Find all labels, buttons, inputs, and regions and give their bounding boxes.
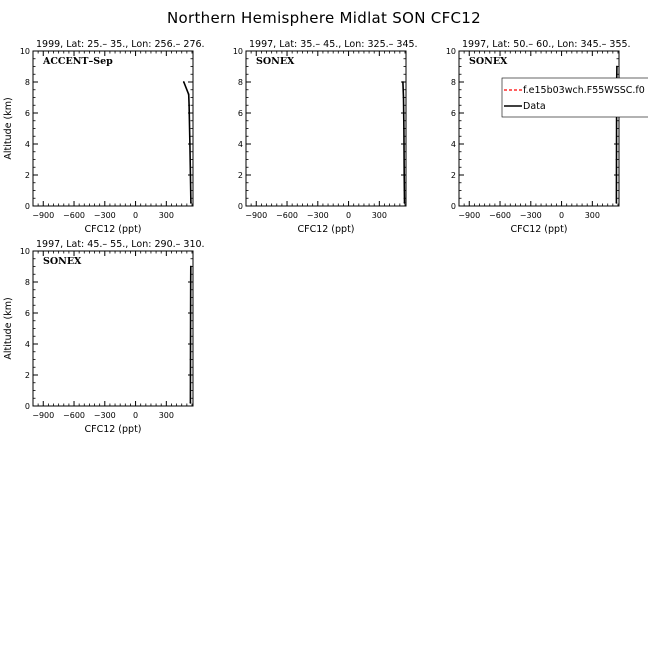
x-tick-label: −600 <box>63 411 86 420</box>
y-tick-label: 10 <box>232 47 243 56</box>
legend-data-label: Data <box>523 101 546 112</box>
x-tick-label: −900 <box>32 211 55 220</box>
x-tick-label: 300 <box>371 211 387 220</box>
panel-subtitle: 1999, Lat: 25.– 35., Lon: 256.– 276. <box>36 39 205 50</box>
data-point <box>402 81 404 83</box>
data-series-line <box>403 82 405 203</box>
legend-model-label: f.e15b03wch.F55WSSC.f0 <box>523 85 645 96</box>
y-tick-label: 6 <box>24 109 30 118</box>
data-point <box>403 97 405 99</box>
y-tick-label: 2 <box>450 171 456 180</box>
y-tick-label: 0 <box>24 202 30 211</box>
x-tick-label: −900 <box>458 211 481 220</box>
panel-subtitle: 1997, Lat: 35.– 45., Lon: 325.– 345. <box>249 39 418 50</box>
y-tick-label: 10 <box>19 47 30 56</box>
y-tick-label: 4 <box>450 140 456 149</box>
x-axis-label: CFC12 (ppt) <box>84 224 142 235</box>
y-tick-label: 8 <box>450 78 456 87</box>
y-tick-label: 6 <box>237 109 243 118</box>
y-tick-label: 6 <box>24 309 30 318</box>
campaign-label: SONEX <box>469 56 508 67</box>
x-tick-label: 0 <box>133 211 139 220</box>
panel-1 <box>3 39 205 235</box>
x-tick-label: 0 <box>346 211 352 220</box>
panel-subtitle: 1997, Lat: 50.– 60., Lon: 345.– 355. <box>462 39 631 50</box>
figure-title: Northern Hemisphere Midlat SON CFC12 <box>167 9 481 27</box>
x-tick-label: 0 <box>133 411 139 420</box>
x-tick-label: −300 <box>306 211 329 220</box>
data-series-line <box>184 82 191 203</box>
x-axis-label: CFC12 (ppt) <box>297 224 355 235</box>
y-tick-label: 10 <box>19 247 30 256</box>
x-tick-label: 300 <box>584 211 600 220</box>
data-point <box>188 94 190 96</box>
data-point <box>403 128 405 130</box>
x-tick-label: −600 <box>276 211 299 220</box>
data-point <box>190 202 192 204</box>
data-point <box>188 104 190 106</box>
y-tick-label: 8 <box>24 78 30 87</box>
data-point <box>190 266 192 268</box>
x-tick-label: 0 <box>559 211 565 220</box>
x-tick-label: −300 <box>519 211 542 220</box>
y-tick-label: 2 <box>237 171 243 180</box>
data-point <box>403 174 405 176</box>
data-point <box>190 281 192 283</box>
y-tick-label: 0 <box>237 202 243 211</box>
x-tick-label: −300 <box>93 211 116 220</box>
campaign-label: ACCENT–Sep <box>43 56 113 67</box>
data-point <box>183 81 185 83</box>
y-tick-label: 0 <box>24 402 30 411</box>
y-axis-label: Altitude (km) <box>3 297 14 360</box>
y-axis-label: Altitude (km) <box>3 97 14 160</box>
plot-frame <box>459 51 619 206</box>
y-tick-label: 0 <box>450 202 456 211</box>
panel-3 <box>446 39 648 235</box>
campaign-label: SONEX <box>256 56 295 67</box>
plot-frame <box>246 51 406 206</box>
data-point <box>190 359 192 361</box>
x-tick-label: 300 <box>158 411 174 420</box>
y-tick-label: 2 <box>24 371 30 380</box>
x-axis-label: CFC12 (ppt) <box>84 424 142 435</box>
panel-4 <box>3 239 205 435</box>
x-axis-label: CFC12 (ppt) <box>510 224 568 235</box>
x-tick-label: −900 <box>32 411 55 420</box>
data-point <box>190 312 192 314</box>
y-tick-label: 4 <box>237 140 243 149</box>
legend <box>502 78 648 117</box>
y-tick-label: 4 <box>24 140 30 149</box>
y-tick-label: 4 <box>24 340 30 349</box>
panels-group <box>3 39 648 435</box>
x-tick-label: −600 <box>489 211 512 220</box>
data-point <box>616 202 618 204</box>
data-point <box>616 159 618 161</box>
y-tick-label: 6 <box>450 109 456 118</box>
y-tick-label: 2 <box>24 171 30 180</box>
data-point <box>189 143 191 145</box>
campaign-label: SONEX <box>43 256 82 267</box>
y-tick-label: 8 <box>24 278 30 287</box>
x-tick-label: 300 <box>158 211 174 220</box>
plot-frame <box>33 251 193 406</box>
x-tick-label: −900 <box>245 211 268 220</box>
panel-subtitle: 1997, Lat: 45.– 55., Lon: 290.– 310. <box>36 239 205 250</box>
panel-2 <box>233 39 418 235</box>
plot-frame <box>33 51 193 206</box>
y-tick-label: 8 <box>237 78 243 87</box>
data-point <box>190 402 192 404</box>
x-tick-label: −300 <box>93 411 116 420</box>
data-point <box>616 66 618 68</box>
y-tick-label: 10 <box>445 47 456 56</box>
data-point <box>404 202 406 204</box>
x-tick-label: −600 <box>63 211 86 220</box>
